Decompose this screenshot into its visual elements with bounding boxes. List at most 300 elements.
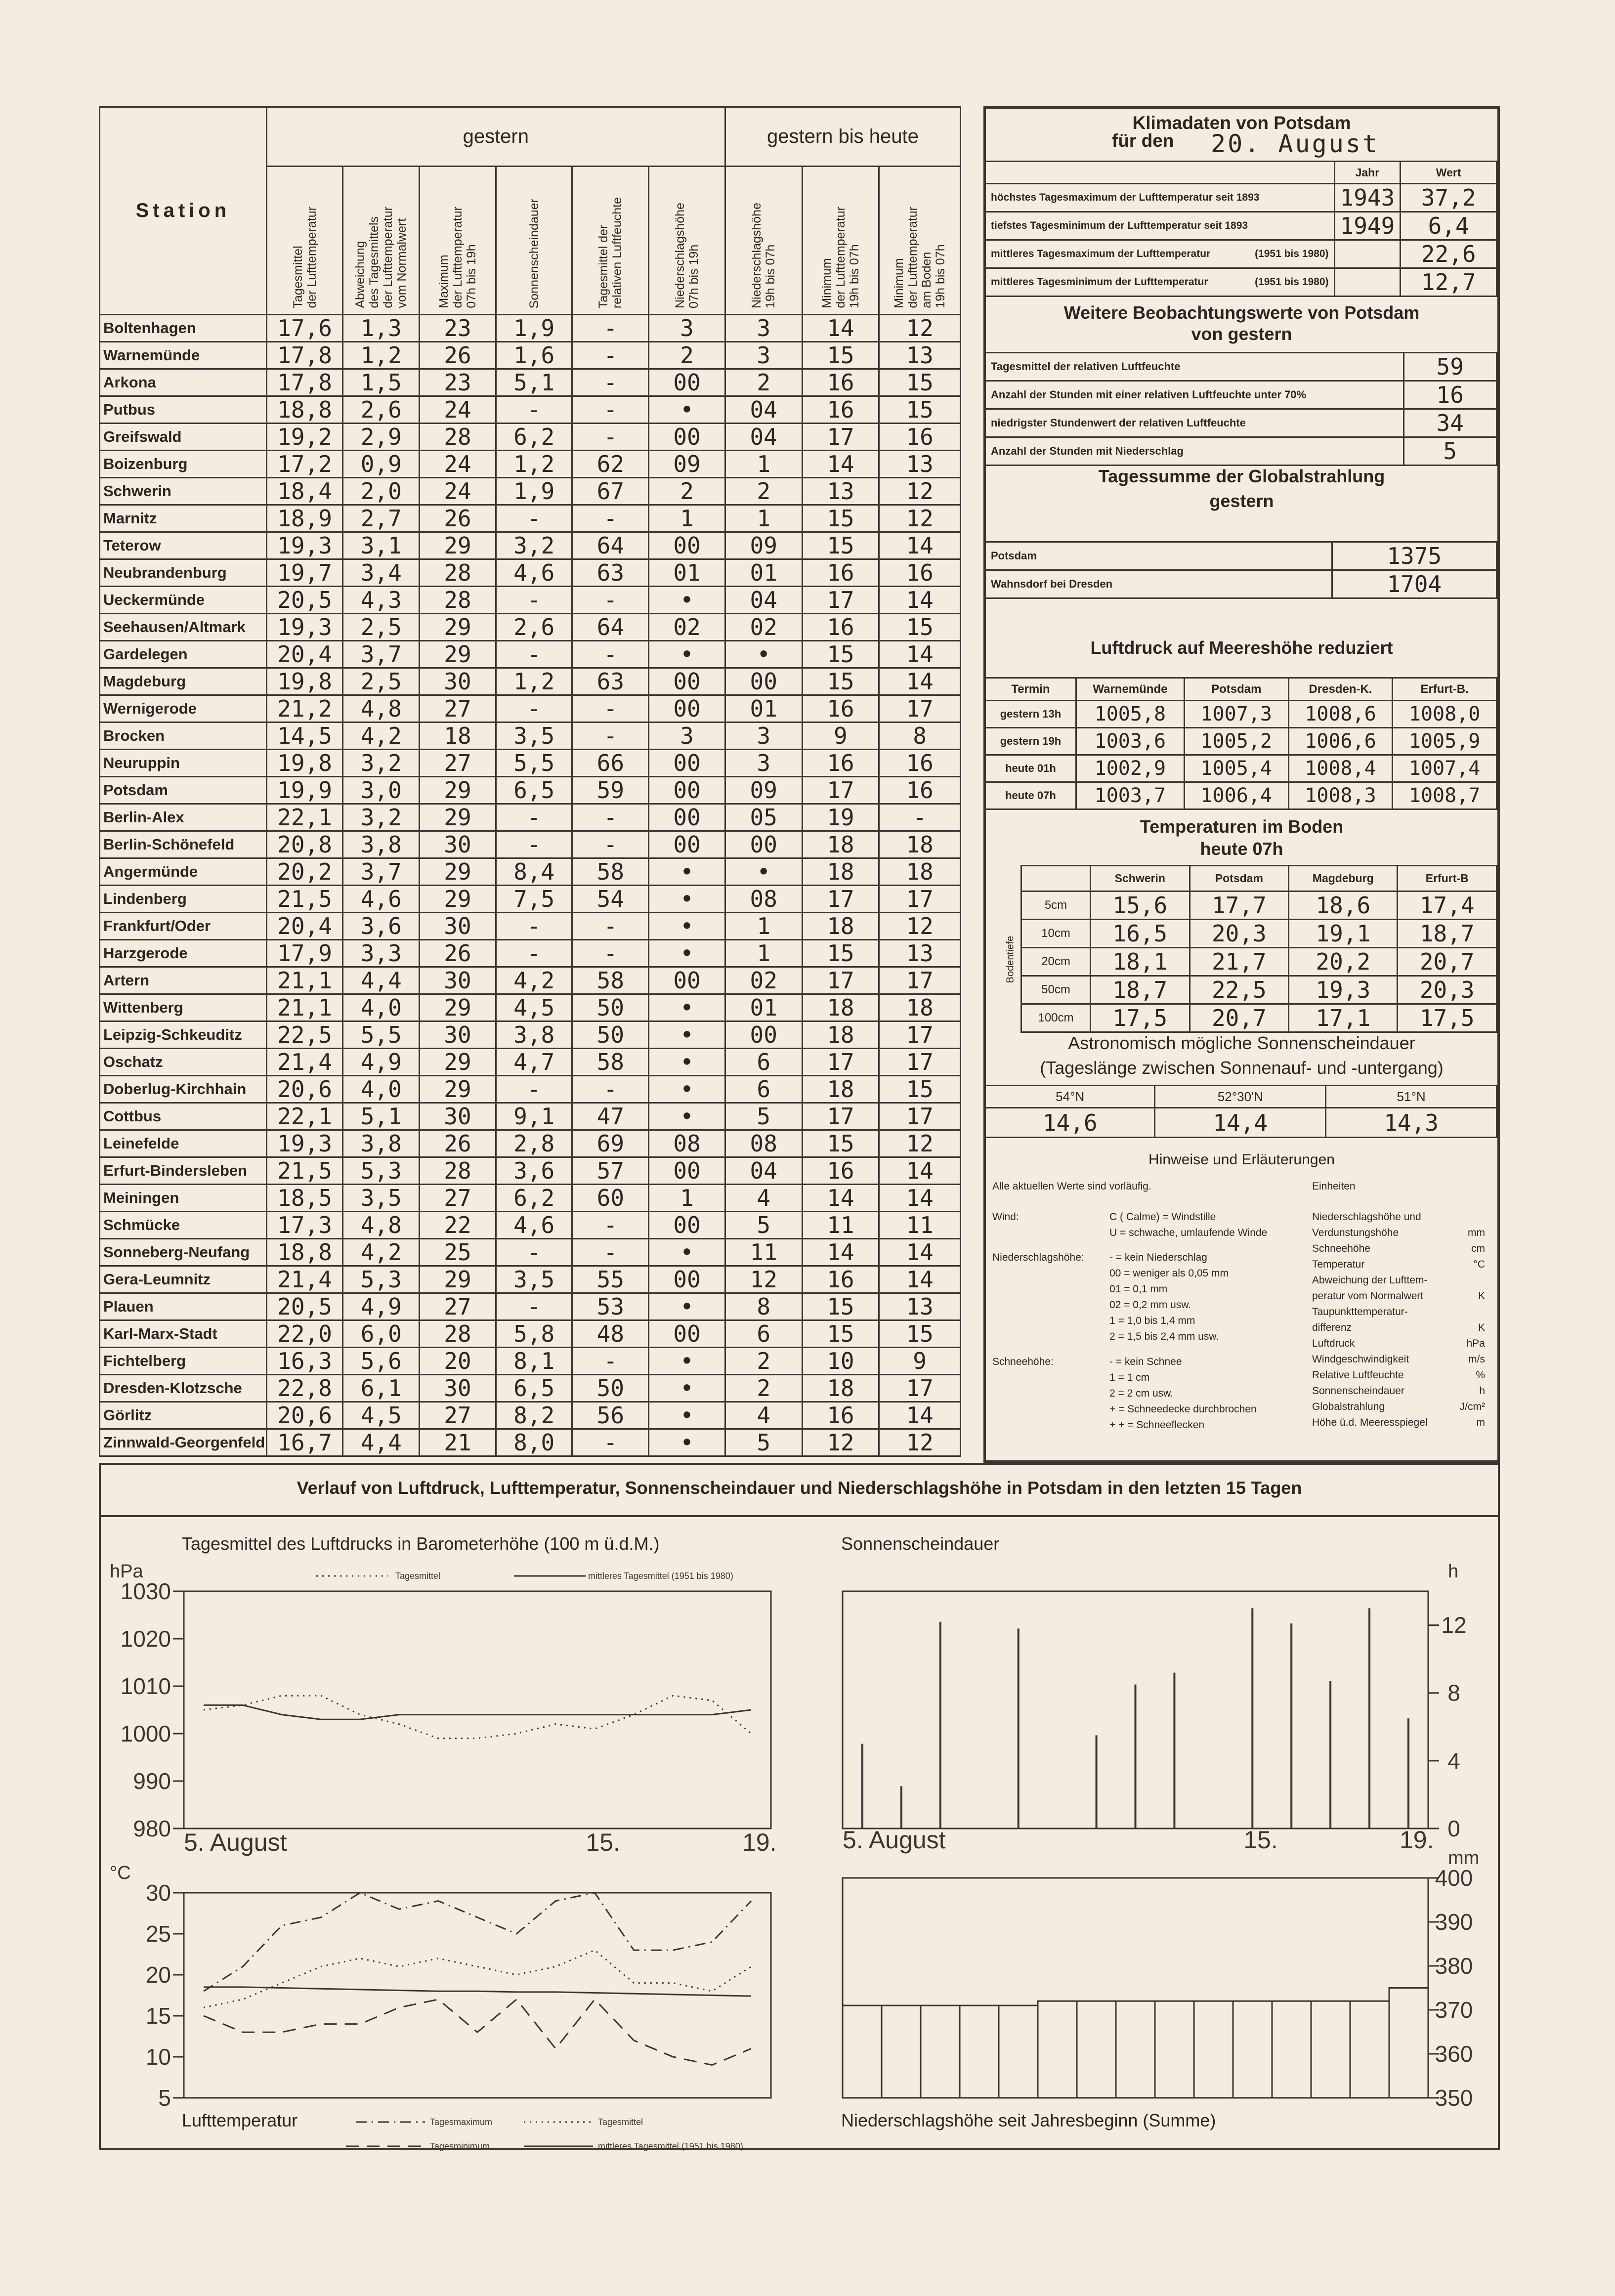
klimadaten-year: 1943 [1334, 184, 1401, 212]
luftdruck-value: 1008,3 [1288, 782, 1393, 809]
table-cell: 14 [802, 451, 879, 478]
weitere-value: 34 [1403, 409, 1497, 437]
station-name: Doberlug-Kirchhain [100, 1076, 267, 1103]
table-cell: 02 [725, 967, 802, 994]
table-cell: 15 [802, 940, 879, 967]
table-cell: 57 [572, 1157, 649, 1185]
boden-value: 17,5 [1398, 1004, 1497, 1032]
table-cell: 8,0 [496, 1429, 572, 1456]
table-cell: 66 [572, 750, 649, 777]
table-cell: 30 [420, 831, 496, 858]
table-cell: 14 [879, 668, 961, 695]
table-cell: 04 [725, 1157, 802, 1185]
table-cell: 16 [879, 559, 961, 587]
station-name: Frankfurt/Oder [100, 913, 267, 940]
precip-chart-tick-label: 360 [1435, 2041, 1473, 2067]
legend-temp-max: Tagesmaximum [430, 2117, 493, 2127]
table-cell: 14 [879, 1239, 961, 1266]
precip-chart-tick-label: 370 [1435, 1997, 1473, 2023]
table-cell: 3 [649, 723, 725, 750]
table-cell: 1,6 [496, 342, 572, 369]
table-cell: 9 [802, 723, 879, 750]
table-cell: 3,4 [343, 559, 420, 587]
table-cell: 15 [879, 396, 961, 424]
klimadaten-value: 37,2 [1401, 184, 1497, 212]
astro-value: 14,6 [986, 1108, 1155, 1138]
temp-chart-tick-label: 15 [145, 2003, 171, 2029]
table-cell: 17 [879, 1375, 961, 1402]
table-cell: 15 [802, 505, 879, 532]
table-cell: 20 [420, 1348, 496, 1375]
station-name: Warnemünde [100, 342, 267, 369]
global-label: Potsdam [986, 542, 1332, 570]
table-cell: 0,9 [343, 451, 420, 478]
table-cell: 16 [802, 396, 879, 424]
note-line: 01 = 0,1 mm [1109, 1283, 1168, 1295]
column-header-label: Sonnenscheindauer [527, 198, 541, 308]
unit-name: Windgeschwindigkeit [1312, 1354, 1409, 1365]
table-cell: - [572, 641, 649, 668]
klimadaten-prefix: für den [1112, 130, 1174, 151]
luftdruck-termin: heute 07h [986, 782, 1076, 809]
luftdruck-header: Dresden-K. [1288, 678, 1393, 701]
pressure-chart-xtick-label: 15. [586, 1828, 620, 1856]
table-cell: 09 [649, 451, 725, 478]
klimadaten-title: Klimadaten von Potsdam [1132, 113, 1351, 133]
table-cell: 5 [725, 1429, 802, 1456]
station-name: Wittenberg [100, 994, 267, 1021]
table-cell: 50 [572, 1021, 649, 1049]
table-cell: - [572, 505, 649, 532]
station-name: Artern [100, 967, 267, 994]
table-cell: 15 [802, 641, 879, 668]
table-cell: 17 [879, 1049, 961, 1076]
boden-depth: 50cm [1021, 976, 1091, 1004]
station-name: Teterow [100, 532, 267, 559]
column-header-label: Tagesmittel der relativen Luftfeuchte [596, 197, 625, 308]
station-name: Gera-Leumnitz [100, 1266, 267, 1293]
table-cell: 17 [802, 886, 879, 913]
sunshine-chart-tick-label: 8 [1447, 1680, 1460, 1706]
table-cell: 21,4 [266, 1049, 343, 1076]
table-cell: 2 [649, 478, 725, 505]
table-cell: 1 [649, 1185, 725, 1212]
station-name: Harzgerode [100, 940, 267, 967]
column-header-label: Tagesmittel der Lufttemperatur [291, 207, 319, 308]
boden-depth: 5cm [1021, 892, 1091, 920]
boden-depth: 10cm [1021, 920, 1091, 948]
unit-symbol: hPa [1466, 1338, 1485, 1349]
table-cell: 21,4 [266, 1266, 343, 1293]
table-cell: 09 [725, 777, 802, 804]
table-cell: - [572, 1239, 649, 1266]
luftdruck-value: 1005,8 [1076, 701, 1184, 728]
klimadaten-period: (1951 bis 1980) [1255, 248, 1329, 259]
station-name: Putbus [100, 396, 267, 424]
table-cell: 4,6 [496, 559, 572, 587]
table-cell: 16 [802, 369, 879, 396]
luftdruck-value: 1006,4 [1184, 782, 1288, 809]
table-cell: 4,6 [343, 886, 420, 913]
table-cell: 18,4 [266, 478, 343, 505]
station-name: Wernigerode [100, 695, 267, 723]
table-cell: 00 [649, 1212, 725, 1239]
table-cell: 00 [725, 831, 802, 858]
table-cell: 00 [649, 831, 725, 858]
table-cell: 26 [420, 1130, 496, 1157]
station-name: Plauen [100, 1293, 267, 1320]
sunshine-chart-xtick-label: 19. [1400, 1826, 1434, 1854]
table-cell: 55 [572, 1266, 649, 1293]
table-cell: - [572, 369, 649, 396]
boden-title: Temperaturen im Boden [1140, 816, 1344, 837]
table-cell: 19,8 [266, 750, 343, 777]
boden-value: 22,5 [1190, 976, 1289, 1004]
temp-series-line [204, 1893, 751, 1991]
table-cell: 22,8 [266, 1375, 343, 1402]
table-cell: 26 [420, 342, 496, 369]
table-cell: 14 [879, 1266, 961, 1293]
table-cell: 29 [420, 804, 496, 831]
table-cell: 23 [420, 315, 496, 342]
temp-chart-tick-label: 20 [145, 1962, 171, 1988]
table-cell: 28 [420, 1320, 496, 1348]
ns-label: Niederschlagshöhe: [992, 1252, 1084, 1263]
table-cell: - [572, 913, 649, 940]
table-cell: 9,1 [496, 1103, 572, 1130]
temp-chart-tick-label: 25 [145, 1921, 171, 1947]
table-cell: 15 [802, 532, 879, 559]
table-cell: 21 [420, 1429, 496, 1456]
station-name: Potsdam [100, 777, 267, 804]
table-cell: • [649, 1429, 725, 1456]
table-cell: 20,6 [266, 1402, 343, 1429]
table-cell: 18,5 [266, 1185, 343, 1212]
table-cell: 04 [725, 587, 802, 614]
table-cell: 00 [649, 369, 725, 396]
station-name: Dresden-Klotzsche [100, 1375, 267, 1402]
table-cell: 16 [879, 777, 961, 804]
table-cell: 15 [802, 1320, 879, 1348]
astro-value: 14,4 [1155, 1108, 1326, 1138]
table-cell: • [649, 396, 725, 424]
boden-value: 20,3 [1190, 920, 1289, 948]
table-cell: 00 [649, 532, 725, 559]
table-cell: 6,2 [496, 424, 572, 451]
astro-subtitle: (Tageslänge zwischen Sonnenauf- und -untergang) [1040, 1058, 1444, 1078]
boden-value: 20,7 [1398, 948, 1497, 976]
table-cell: 26 [420, 940, 496, 967]
boden-header: Magdeburg [1289, 866, 1398, 892]
col-year: Jahr [1334, 162, 1401, 184]
table-cell: 27 [420, 1185, 496, 1212]
boden-value: 19,1 [1289, 920, 1398, 948]
table-cell: - [572, 831, 649, 858]
table-cell: 00 [649, 695, 725, 723]
boden-value: 18,7 [1091, 976, 1190, 1004]
table-cell: 50 [572, 994, 649, 1021]
unit-name: Verdunstungshöhe [1312, 1227, 1399, 1238]
table-cell: 1,2 [343, 342, 420, 369]
table-cell: • [649, 1076, 725, 1103]
weitere-value: 16 [1403, 381, 1497, 409]
table-cell: 5,5 [496, 750, 572, 777]
precip-chart-title: Niederschlagshöhe seit Jahresbeginn (Summe) [841, 2110, 1216, 2130]
weitere-subtitle: von gestern [1191, 324, 1292, 344]
unit-symbol: cm [1471, 1243, 1485, 1254]
table-cell: 30 [420, 1103, 496, 1130]
table-cell: 14 [879, 1157, 961, 1185]
table-cell: 12 [879, 913, 961, 940]
luftdruck-value: 1008,6 [1288, 701, 1393, 728]
klimadaten-label: mittleres Tagesmaximum der Lufttemperatur [991, 248, 1211, 259]
astro-title: Astronomisch mögliche Sonnenscheindauer [1068, 1033, 1415, 1053]
station-name: Seehausen/Altmark [100, 614, 267, 641]
unit-name: differenz [1312, 1322, 1352, 1333]
table-cell: - [572, 1429, 649, 1456]
weitere-value: 5 [1403, 437, 1497, 466]
boden-depth: 20cm [1021, 948, 1091, 976]
table-cell: - [496, 587, 572, 614]
table-cell: 14 [802, 1185, 879, 1212]
precip-chart-tick-label: 380 [1435, 1953, 1473, 1979]
group-overnight: gestern bis heute [725, 107, 960, 167]
table-cell: 00 [649, 1266, 725, 1293]
weitere-value: 59 [1403, 353, 1497, 381]
table-cell: 2 [725, 478, 802, 505]
legend-pressure-normal: mittleres Tagesmittel (1951 bis 1980) [588, 1571, 733, 1581]
station-name: Leipzig-Schkeuditz [100, 1021, 267, 1049]
station-name: Görlitz [100, 1402, 267, 1429]
table-cell: - [879, 804, 961, 831]
table-cell: 00 [725, 1021, 802, 1049]
table-cell: 2,6 [343, 396, 420, 424]
table-cell: 01 [725, 559, 802, 587]
table-cell: - [572, 342, 649, 369]
table-cell: 8,4 [496, 858, 572, 886]
group-yesterday: gestern [266, 107, 725, 167]
station-name: Sonneberg-Neufang [100, 1239, 267, 1266]
table-cell: - [572, 587, 649, 614]
table-cell: 21,2 [266, 695, 343, 723]
table-cell: - [496, 1293, 572, 1320]
klimadaten-year: 1949 [1334, 212, 1401, 240]
table-cell: 3,0 [343, 777, 420, 804]
boden-value: 17,7 [1190, 892, 1289, 920]
boden-value: 17,4 [1398, 892, 1497, 920]
unit-symbol: K [1478, 1290, 1485, 1302]
table-cell: 08 [725, 886, 802, 913]
sunshine-chart-title: Sonnenscheindauer [841, 1533, 1000, 1554]
station-name: Fichtelberg [100, 1348, 267, 1375]
table-cell: 18 [802, 994, 879, 1021]
table-cell: 15 [802, 668, 879, 695]
wind-label: Wind: [992, 1211, 1019, 1223]
station-name: Erfurt-Bindersleben [100, 1157, 267, 1185]
table-cell: 18,8 [266, 1239, 343, 1266]
table-cell: • [649, 1049, 725, 1076]
unit-symbol: J/cm² [1459, 1401, 1485, 1412]
table-cell: 12 [879, 505, 961, 532]
luftdruck-header: Warnemünde [1076, 678, 1184, 701]
table-cell: 14,5 [266, 723, 343, 750]
table-cell: - [572, 1212, 649, 1239]
pressure-chart-xtick-label: 5. August [184, 1828, 287, 1856]
table-cell: - [572, 1348, 649, 1375]
table-cell: 17,8 [266, 369, 343, 396]
klimadaten-label: höchstes Tagesmaximum der Lufttemperatur seit 1893 [991, 192, 1260, 203]
table-cell: 4,3 [343, 587, 420, 614]
table-cell: 20,2 [266, 858, 343, 886]
table-cell: 29 [420, 532, 496, 559]
table-cell: 7,5 [496, 886, 572, 913]
temp-chart-title: Lufttemperatur [182, 2110, 298, 2130]
luftdruck-termin: gestern 13h [986, 701, 1076, 728]
table-cell: 17 [802, 777, 879, 804]
table-cell: - [496, 804, 572, 831]
table-cell: • [649, 886, 725, 913]
table-cell: 00 [649, 750, 725, 777]
table-cell: 30 [420, 1375, 496, 1402]
table-cell: 2 [725, 369, 802, 396]
table-cell: 21,5 [266, 886, 343, 913]
klimadaten-value: 6,4 [1401, 212, 1497, 240]
unit-name: peratur vom Normalwert [1312, 1290, 1424, 1302]
table-cell: • [649, 1375, 725, 1402]
table-cell: 20,5 [266, 587, 343, 614]
table-cell: - [496, 641, 572, 668]
table-cell: - [496, 913, 572, 940]
table-cell: - [572, 424, 649, 451]
table-cell: 18 [802, 913, 879, 940]
table-cell: 21,1 [266, 994, 343, 1021]
table-cell: 04 [725, 396, 802, 424]
precip-chart-tick-label: 350 [1435, 2085, 1473, 2111]
unit-name: Luftdruck [1312, 1338, 1355, 1349]
table-cell: 12 [725, 1266, 802, 1293]
klimadaten-value: 22,6 [1401, 240, 1497, 268]
table-cell: 63 [572, 559, 649, 587]
column-header-label: Maximum der Lufttemperatur 07h bis 19h [436, 207, 478, 308]
table-cell: 2,8 [496, 1130, 572, 1157]
table-cell: 3 [725, 315, 802, 342]
table-cell: 18 [879, 994, 961, 1021]
precip-chart-frame [843, 1878, 1428, 2098]
table-cell: 3,5 [496, 723, 572, 750]
luftdruck-value: 1006,6 [1288, 728, 1393, 755]
table-cell: 5,3 [343, 1266, 420, 1293]
table-cell: 15 [879, 1320, 961, 1348]
luftdruck-header: Erfurt-B. [1393, 678, 1497, 701]
table-cell: 11 [879, 1212, 961, 1239]
table-cell: 4,2 [496, 967, 572, 994]
table-cell: 17,9 [266, 940, 343, 967]
note-line: 2 = 2 cm usw. [1109, 1388, 1173, 1399]
station-name: Schwerin [100, 478, 267, 505]
weitere-label: Anzahl der Stunden mit einer relativen Luftfeuchte unter 70% [986, 381, 1403, 409]
table-cell: • [649, 1103, 725, 1130]
table-cell: 17,3 [266, 1212, 343, 1239]
column-header-label: Abweichung des Tagesmittels der Lufttemperatur vom Normalwert [353, 207, 409, 308]
table-cell: 20,5 [266, 1293, 343, 1320]
table-cell: 3,8 [343, 831, 420, 858]
table-cell: 19,8 [266, 668, 343, 695]
station-name: Gardelegen [100, 641, 267, 668]
table-cell: 19,2 [266, 424, 343, 451]
station-name: Berlin-Schönefeld [100, 831, 267, 858]
station-name: Neuruppin [100, 750, 267, 777]
table-cell: 8,1 [496, 1348, 572, 1375]
table-cell: 29 [420, 886, 496, 913]
table-cell: 18,9 [266, 505, 343, 532]
table-cell: 4 [725, 1185, 802, 1212]
table-cell: 4,9 [343, 1293, 420, 1320]
table-cell: 18 [802, 831, 879, 858]
sunshine-chart-xtick-label: 15. [1243, 1826, 1278, 1854]
station-name: Berlin-Alex [100, 804, 267, 831]
table-cell: 4,8 [343, 695, 420, 723]
table-cell: 20,4 [266, 913, 343, 940]
table-cell: 20,4 [266, 641, 343, 668]
table-cell: 17 [879, 1021, 961, 1049]
table-cell: - [572, 1076, 649, 1103]
table-cell: 13 [879, 451, 961, 478]
sunshine-chart-tick-label: 0 [1447, 1816, 1460, 1841]
table-cell: 2 [649, 342, 725, 369]
table-cell: 2 [725, 1348, 802, 1375]
table-cell: 01 [725, 994, 802, 1021]
table-cell: 18,8 [266, 396, 343, 424]
table-cell: 14 [879, 532, 961, 559]
boden-side-label: Bodentiefe [1005, 935, 1016, 983]
table-cell: 8 [879, 723, 961, 750]
unit-name: Taupunkttemperatur- [1312, 1306, 1408, 1318]
pressure-chart-tick-label: 980 [133, 1816, 171, 1841]
table-cell: 3,2 [496, 532, 572, 559]
weitere-label: Anzahl der Stunden mit Niederschlag [986, 437, 1403, 466]
table-cell: 1 [725, 913, 802, 940]
column-header-label: Niederschlagshöhe 19h bis 07h [750, 202, 778, 308]
global-value: 1704 [1332, 570, 1497, 598]
table-cell: 3,2 [343, 804, 420, 831]
table-cell: 6,5 [496, 777, 572, 804]
table-cell: 29 [420, 858, 496, 886]
table-cell: 16 [879, 424, 961, 451]
table-cell: • [649, 587, 725, 614]
table-cell: 3,6 [343, 913, 420, 940]
table-cell: - [572, 695, 649, 723]
table-cell: 19,7 [266, 559, 343, 587]
temp-series-line [204, 1999, 751, 2065]
pressure-chart-tick-label: 1030 [120, 1578, 171, 1604]
table-cell: 19,3 [266, 1130, 343, 1157]
table-cell: 4,0 [343, 1076, 420, 1103]
pressure-chart-tick-label: 1020 [120, 1626, 171, 1652]
note-line: - = kein Niederschlag [1109, 1252, 1207, 1263]
table-cell: 6,1 [343, 1375, 420, 1402]
table-cell: 4,2 [343, 1239, 420, 1266]
luftdruck-header: Potsdam [1184, 678, 1288, 701]
table-cell: - [572, 315, 649, 342]
klimadaten-label: tiefstes Tagesminimum der Lufttemperatur seit 1893 [991, 220, 1248, 231]
luftdruck-title: Luftdruck auf Meereshöhe reduziert [1090, 638, 1393, 658]
table-cell: 00 [649, 777, 725, 804]
temp-chart-tick-label: 10 [145, 2044, 171, 2070]
table-cell: 1 [649, 505, 725, 532]
precip-chart-tick-label: 390 [1435, 1909, 1473, 1935]
table-cell: 2,5 [343, 668, 420, 695]
boden-header: Schwerin [1091, 866, 1190, 892]
